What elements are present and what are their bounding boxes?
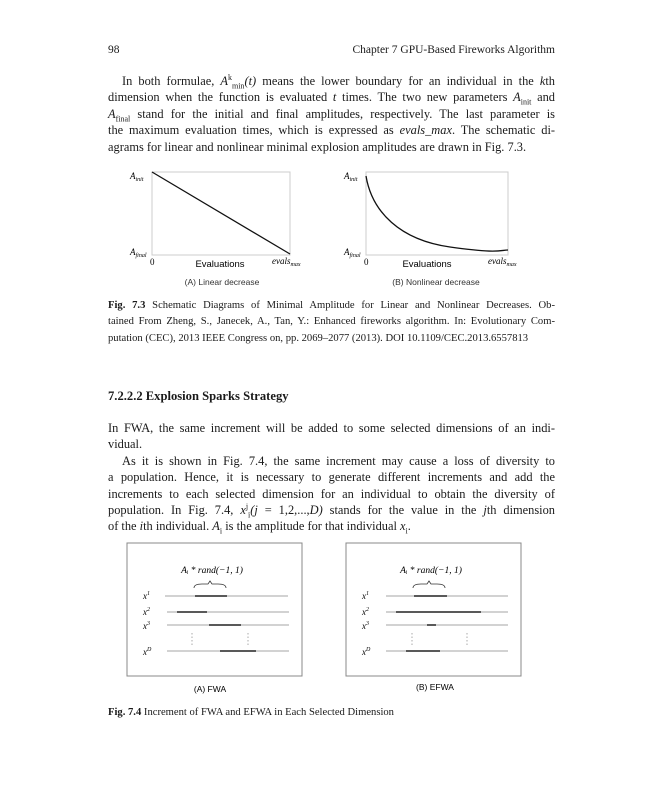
a-init-label: $A_{init}$ xyxy=(344,171,358,183)
text-line xyxy=(108,502,555,518)
svg-text:x3: $x^3$ xyxy=(362,621,369,631)
text-run: of the xyxy=(108,519,140,534)
svg-text:xD: $x^D$ xyxy=(362,647,371,657)
panel-a-caption: (A) FWA xyxy=(193,684,227,694)
zero-label: 0 xyxy=(150,257,155,267)
svg-text:x1: $x^1$ xyxy=(143,591,150,601)
panel-frame xyxy=(127,543,302,676)
math-run: j xyxy=(483,502,487,517)
text-line xyxy=(108,420,555,436)
text-run: th dimension xyxy=(486,502,555,517)
panel-b-caption: (B) EFWA xyxy=(416,682,454,692)
row-labels xyxy=(361,591,371,657)
caption-label: Fig. 7.3 xyxy=(108,300,146,311)
text-run: is the amplitude for that individual xyxy=(222,519,401,534)
text-run: . xyxy=(407,519,411,534)
math-run: (t) xyxy=(244,74,257,88)
text-run: In FWA, the same increment will be added to some selected dimensions of an indi- xyxy=(108,421,555,435)
evals-max-label: evals$_{max}$ xyxy=(488,256,517,268)
fig73-caption xyxy=(108,299,555,348)
svg-text:x2: $x^2$ xyxy=(143,607,150,617)
text-run: = 1,2,..., xyxy=(257,502,310,517)
text-run: the maximum evaluation times, which is expressed as xyxy=(108,123,400,138)
text-run: agrams for linear and nonlinear minimal explosion amplitudes are drawn in Fig. 7.3. xyxy=(108,139,527,154)
math-run: D) xyxy=(309,502,323,517)
math-run: j xyxy=(245,501,249,511)
brace-icon xyxy=(413,581,445,588)
text-line xyxy=(108,518,555,534)
text-line xyxy=(108,469,555,485)
math-run: (j xyxy=(250,502,258,517)
a-final-label: $A_{final}$ xyxy=(130,247,147,259)
panel-a-caption: (A) Linear decrease xyxy=(184,277,260,287)
math-run: t xyxy=(332,90,337,105)
text-run: means the lower boundary for an individual in the xyxy=(256,74,540,88)
text-run: . The schematic di- xyxy=(451,123,556,138)
math-run: i xyxy=(405,526,408,536)
text-run: a population. Hence, it is necessary to generate different increments and add the xyxy=(108,470,555,485)
caption-line: tained From Zheng, S., Janecek, A., Tan, Y.: Enhanced fireworks algorithm. In: Evolutionary Com- xyxy=(108,316,555,328)
row-labels xyxy=(142,591,152,657)
text-line xyxy=(108,486,555,502)
math-run: k xyxy=(227,72,232,82)
svg-text:x3: $x^3$ xyxy=(143,621,150,631)
page-number: 98 xyxy=(108,44,120,56)
caption-line: Schematic Diagrams of Minimal Amplitude for Linear and Nonlinear Decreases. Ob- xyxy=(152,300,555,311)
text-run: stand for the initial and final amplitudes, respectively. The last parameter is xyxy=(130,106,555,121)
a-init-label: $A_{init}$ xyxy=(130,171,144,183)
evals-max-label: evals$_{max}$ xyxy=(272,256,301,268)
text-line xyxy=(108,453,555,469)
math-run: k xyxy=(539,74,546,88)
math-run: A xyxy=(513,90,521,105)
text-run: th individual. xyxy=(143,519,213,534)
svg-text:x2: $x^2$ xyxy=(362,607,369,617)
fig73-nonlinear-plot xyxy=(343,171,517,287)
math-run: x xyxy=(240,502,246,517)
svg-text:x1: $x^1$ xyxy=(362,591,369,601)
svg-text:xD: $x^D$ xyxy=(143,647,152,657)
math-run: x xyxy=(400,519,406,534)
formula-label: Aᵢ * rand(−1, 1) xyxy=(181,566,243,576)
math-run: evals_max xyxy=(399,123,452,138)
math-run: i xyxy=(139,519,144,534)
text-run: increments to each selected dimension for an individual to obtain the diversity of xyxy=(108,486,555,501)
math-run: A xyxy=(212,519,220,534)
formula-label: Aᵢ * rand(−1, 1) xyxy=(400,566,462,576)
text-run: th xyxy=(545,74,555,88)
text-run: As it is shown in Fig. 7.4, the same increment may cause a loss of diversity to xyxy=(122,453,555,468)
fig74-caption xyxy=(108,706,555,720)
caption-label: Fig. 7.4 xyxy=(108,707,142,718)
section-heading: 7.2.2.2 Explosion Sparks Strategy xyxy=(108,389,289,403)
brace-icon xyxy=(194,581,226,588)
text-run: dimension when the function is evaluated xyxy=(108,90,333,105)
caption-text: Increment of FWA and EFWA in Each Selected Dimension xyxy=(141,707,394,718)
x-axis-label: Evaluations xyxy=(195,259,245,270)
fig74-efwa-panel xyxy=(346,543,521,692)
math-run: final xyxy=(115,114,131,124)
math-run: A xyxy=(108,106,116,121)
math-run: A xyxy=(220,74,228,88)
text-run: and xyxy=(531,90,555,105)
fig74-fwa-panel xyxy=(127,543,302,694)
panel-frame xyxy=(346,543,521,676)
zero-label: 0 xyxy=(364,257,369,267)
panel-b-caption: (B) Nonlinear decrease xyxy=(392,277,480,287)
text-run: population. In Fig. 7.4, xyxy=(108,502,241,517)
math-run: min xyxy=(231,81,245,91)
text-run: In both formulae, xyxy=(122,74,221,88)
math-run: i xyxy=(219,526,223,536)
paragraph-fwa xyxy=(108,420,555,453)
running-title: Chapter 7 GPU-Based Fireworks Algorithm xyxy=(352,44,555,56)
text-run: stands for the value in the xyxy=(322,502,484,517)
fig73-linear-plot xyxy=(129,171,301,287)
text-run: times. The two new parameters xyxy=(336,90,514,105)
linear-decrease-line xyxy=(152,172,290,254)
a-final-label: $A_{final}$ xyxy=(344,247,361,259)
paragraph-diversity xyxy=(108,453,555,535)
math-run: init xyxy=(520,97,532,107)
text-line xyxy=(108,436,555,452)
text-run: vidual. xyxy=(108,437,143,452)
plot-frame xyxy=(366,172,508,255)
nonlinear-decrease-curve xyxy=(366,176,508,251)
math-run: i xyxy=(248,510,251,520)
x-axis-label: Evaluations xyxy=(402,259,452,270)
caption-line: putation (CEC), 2013 IEEE Congress on, pp. 2069–2077 (2013). DOI 10.1109/CEC.2013.6557813 xyxy=(108,332,529,344)
